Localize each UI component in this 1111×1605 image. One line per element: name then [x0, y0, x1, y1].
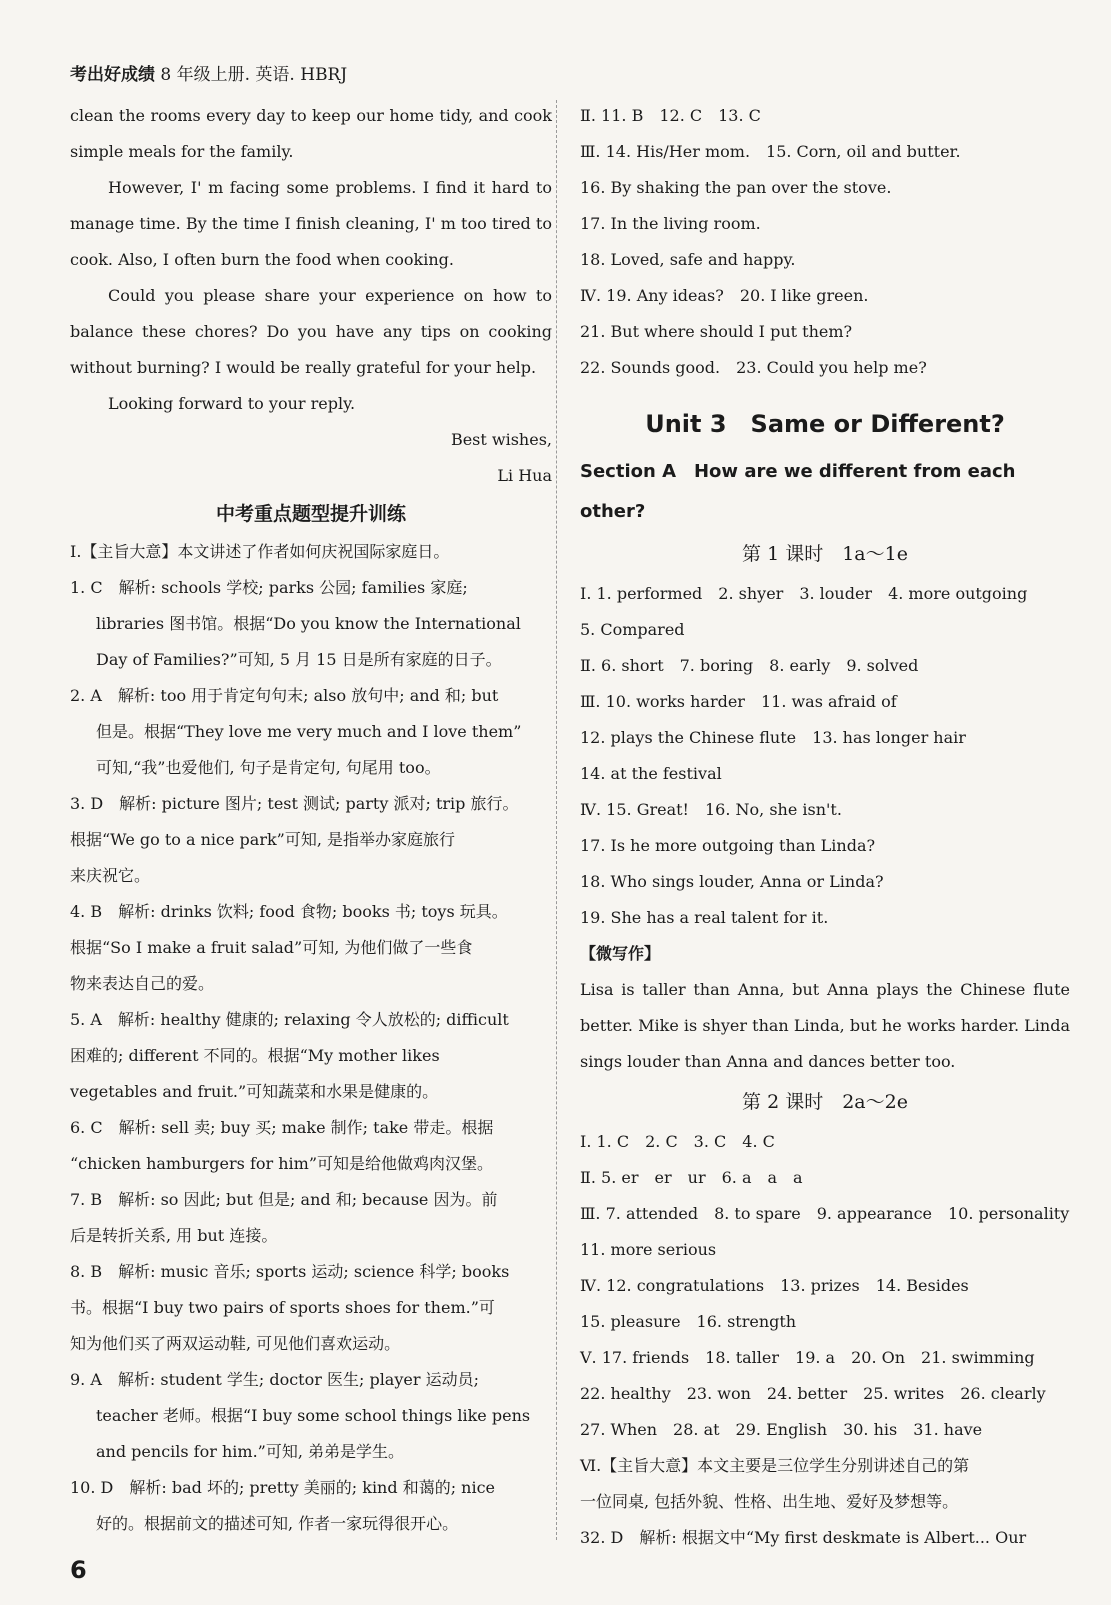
answer-line: 根据“So I make a fruit salad”可知, 为他们做了一些食: [70, 938, 473, 957]
answer-line: teacher 老师。根据“I buy some school things like pens: [96, 1406, 531, 1425]
answer-line: 后是转折关系, 用 but 连接。: [70, 1226, 278, 1245]
answer-line: 11. more serious: [580, 1240, 717, 1259]
answer-line: 22. Sounds good. 23. Could you help me?: [580, 358, 927, 377]
header-rest: 8 年级上册. 英语. HBRJ: [155, 65, 348, 85]
answer-line: 根据“We go to a nice park”可知, 是指举办家庭旅行: [70, 830, 456, 849]
training-title: 中考重点题型提升训练: [215, 503, 406, 525]
answer-line: Ⅱ. 11. B 12. C 13. C: [580, 106, 761, 125]
letter-line: However, I' m facing some problems. I find it hard to: [108, 178, 552, 197]
answer-line: 一位同桌, 包括外貌、性格、出生地、爱好及梦想等。: [580, 1492, 959, 1511]
answer-line: 书。根据“I buy two pairs of sports shoes for them.”可: [70, 1298, 495, 1317]
answer-line: Ⅴ. 17. friends 18. taller 19. a 20. On 21. swimming: [580, 1348, 1035, 1367]
answer-line: 知为他们买了两双运动鞋, 可见他们喜欢运动。: [70, 1334, 401, 1353]
answer-line: 12. plays the Chinese flute 13. has longer hair: [580, 728, 966, 747]
answer-line: 15. pleasure 16. strength: [580, 1312, 797, 1331]
answer-line: Ⅳ. 12. congratulations 13. prizes 14. Besides: [580, 1276, 969, 1295]
answer-line: Ⅰ. 1. performed 2. shyer 3. louder 4. more outgoing: [580, 584, 1028, 603]
answer-line: 5. Compared: [580, 620, 685, 639]
answer-line: 2. A 解析: too 用于肯定句句末; also 放句中; and 和; but: [70, 686, 499, 705]
letter-line: Could you please share your experience on how to: [108, 286, 552, 305]
lesson-title: 第 2 课时 2a～2e: [742, 1091, 908, 1113]
answer-line: 21. But where should I put them?: [580, 322, 853, 341]
answer-line: vegetables and fruit.”可知蔬菜和水果是健康的。: [70, 1082, 439, 1101]
writing-line: sings louder than Anna and dances better too.: [580, 1052, 956, 1071]
answer-line: 物来表达自己的爱。: [70, 974, 215, 993]
answer-line: libraries 图书馆。根据“Do you know the International: [96, 614, 521, 633]
micro-writing-title: 【微写作】: [580, 944, 661, 963]
answer-line: 32. D 解析: 根据文中“My first deskmate is Albert... Our: [580, 1528, 1027, 1547]
letter-sign: Li Hua: [497, 466, 552, 485]
answer-line: Ⅱ. 5. er er ur 6. a a a: [580, 1168, 803, 1187]
answer-line: 10. D 解析: bad 坏的; pretty 美丽的; kind 和蔼的; nice: [70, 1478, 496, 1497]
answer-line: 4. B 解析: drinks 饮料; food 食物; books 书; toys 玩具。: [70, 902, 508, 921]
column-divider: [556, 100, 557, 1540]
section-title: Section A How are we different from each other?: [580, 461, 1016, 522]
answer-line: 14. at the festival: [580, 764, 722, 783]
letter-line: balance these chores? Do you have any tips on cooking: [70, 322, 552, 341]
answer-line: 1. C 解析: schools 学校; parks 公园; families 家庭;: [70, 578, 468, 597]
header-brand: 考出好成绩: [70, 65, 155, 85]
answer-line: Ⅰ.【主旨大意】本文讲述了作者如何庆祝国际家庭日。: [70, 542, 450, 561]
answer-line: 6. C 解析: sell 卖; buy 买; make 制作; take 带走。根据: [70, 1118, 494, 1137]
answer-line: 但是。根据“They love me very much and I love them”: [96, 722, 522, 741]
answer-line: 19. She has a real talent for it.: [580, 908, 829, 927]
letter-line: clean the rooms every day to keep our home tidy, and cook: [70, 106, 552, 125]
answer-line: Ⅳ. 19. Any ideas? 20. I like green.: [580, 286, 869, 305]
answer-line: 27. When 28. at 29. English 30. his 31. have: [580, 1420, 983, 1439]
answer-line: 18. Who sings louder, Anna or Linda?: [580, 872, 884, 891]
answer-line: 3. D 解析: picture 图片; test 测试; party 派对; trip 旅行。: [70, 794, 519, 813]
answer-line: Ⅳ. 15. Great! 16. No, she isn't.: [580, 800, 842, 819]
letter-line: manage time. By the time I finish cleaning, I' m too tired to: [70, 214, 552, 233]
answer-line: 17. Is he more outgoing than Linda?: [580, 836, 876, 855]
answer-line: 9. A 解析: student 学生; doctor 医生; player 运动员;: [70, 1370, 479, 1389]
answer-line: Day of Families?”可知, 5 月 15 日是所有家庭的日子。: [96, 650, 502, 669]
letter-line: simple meals for the family.: [70, 142, 294, 161]
answer-line: “chicken hamburgers for him”可知是给他做鸡肉汉堡。: [70, 1154, 494, 1173]
answer-line: and pencils for him.”可知, 弟弟是学生。: [96, 1442, 405, 1461]
answer-line: 22. healthy 23. won 24. better 25. writes 26. clearly: [580, 1384, 1046, 1403]
letter-sign: Best wishes,: [450, 430, 552, 449]
answer-line: Ⅲ. 10. works harder 11. was afraid of: [580, 692, 897, 711]
answer-line: 来庆祝它。: [70, 866, 151, 885]
page-header: [70, 60, 347, 85]
writing-line: Lisa is taller than Anna, but Anna plays the Chinese flute: [580, 980, 1070, 999]
answer-line: 7. B 解析: so 因此; but 但是; and 和; because 因为。前: [70, 1190, 498, 1209]
answer-line: 可知,“我”也爱他们, 句子是肯定句, 句尾用 too。: [96, 758, 441, 777]
answer-line: Ⅰ. 1. C 2. C 3. C 4. C: [580, 1132, 775, 1151]
writing-line: better. Mike is shyer than Linda, but he works harder. Linda: [580, 1016, 1070, 1035]
answer-line: 5. A 解析: healthy 健康的; relaxing 令人放松的; difficult: [70, 1010, 509, 1029]
page-number: 6: [70, 1556, 87, 1584]
answer-line: 16. By shaking the pan over the stove.: [580, 178, 892, 197]
answer-line: Ⅵ.【主旨大意】本文主要是三位学生分别讲述自己的第: [580, 1456, 970, 1475]
letter-line: cook. Also, I often burn the food when cooking.: [70, 250, 454, 269]
answer-line: 困难的; different 不同的。根据“My mother likes: [70, 1046, 440, 1065]
answer-line: 好的。根据前文的描述可知, 作者一家玩得很开心。: [96, 1514, 459, 1533]
answer-line: Ⅲ. 14. His/Her mom. 15. Corn, oil and butter.: [580, 142, 961, 161]
left-column: [70, 98, 552, 1542]
answer-line: 8. B 解析: music 音乐; sports 运动; science 科学; books: [70, 1262, 510, 1281]
answer-line: Ⅱ. 6. short 7. boring 8. early 9. solved: [580, 656, 919, 675]
answer-line: 17. In the living room.: [580, 214, 761, 233]
unit-title: Unit 3 Same or Different?: [645, 410, 1005, 438]
letter-line: Looking forward to your reply.: [108, 394, 356, 413]
letter-line: without burning? I would be really grateful for your help.: [70, 358, 537, 377]
answer-line: 18. Loved, safe and happy.: [580, 250, 796, 269]
lesson-title: 第 1 课时 1a～1e: [742, 543, 908, 565]
answer-line: Ⅲ. 7. attended 8. to spare 9. appearance 10. personality: [580, 1204, 1070, 1223]
right-column: [580, 98, 1070, 1556]
